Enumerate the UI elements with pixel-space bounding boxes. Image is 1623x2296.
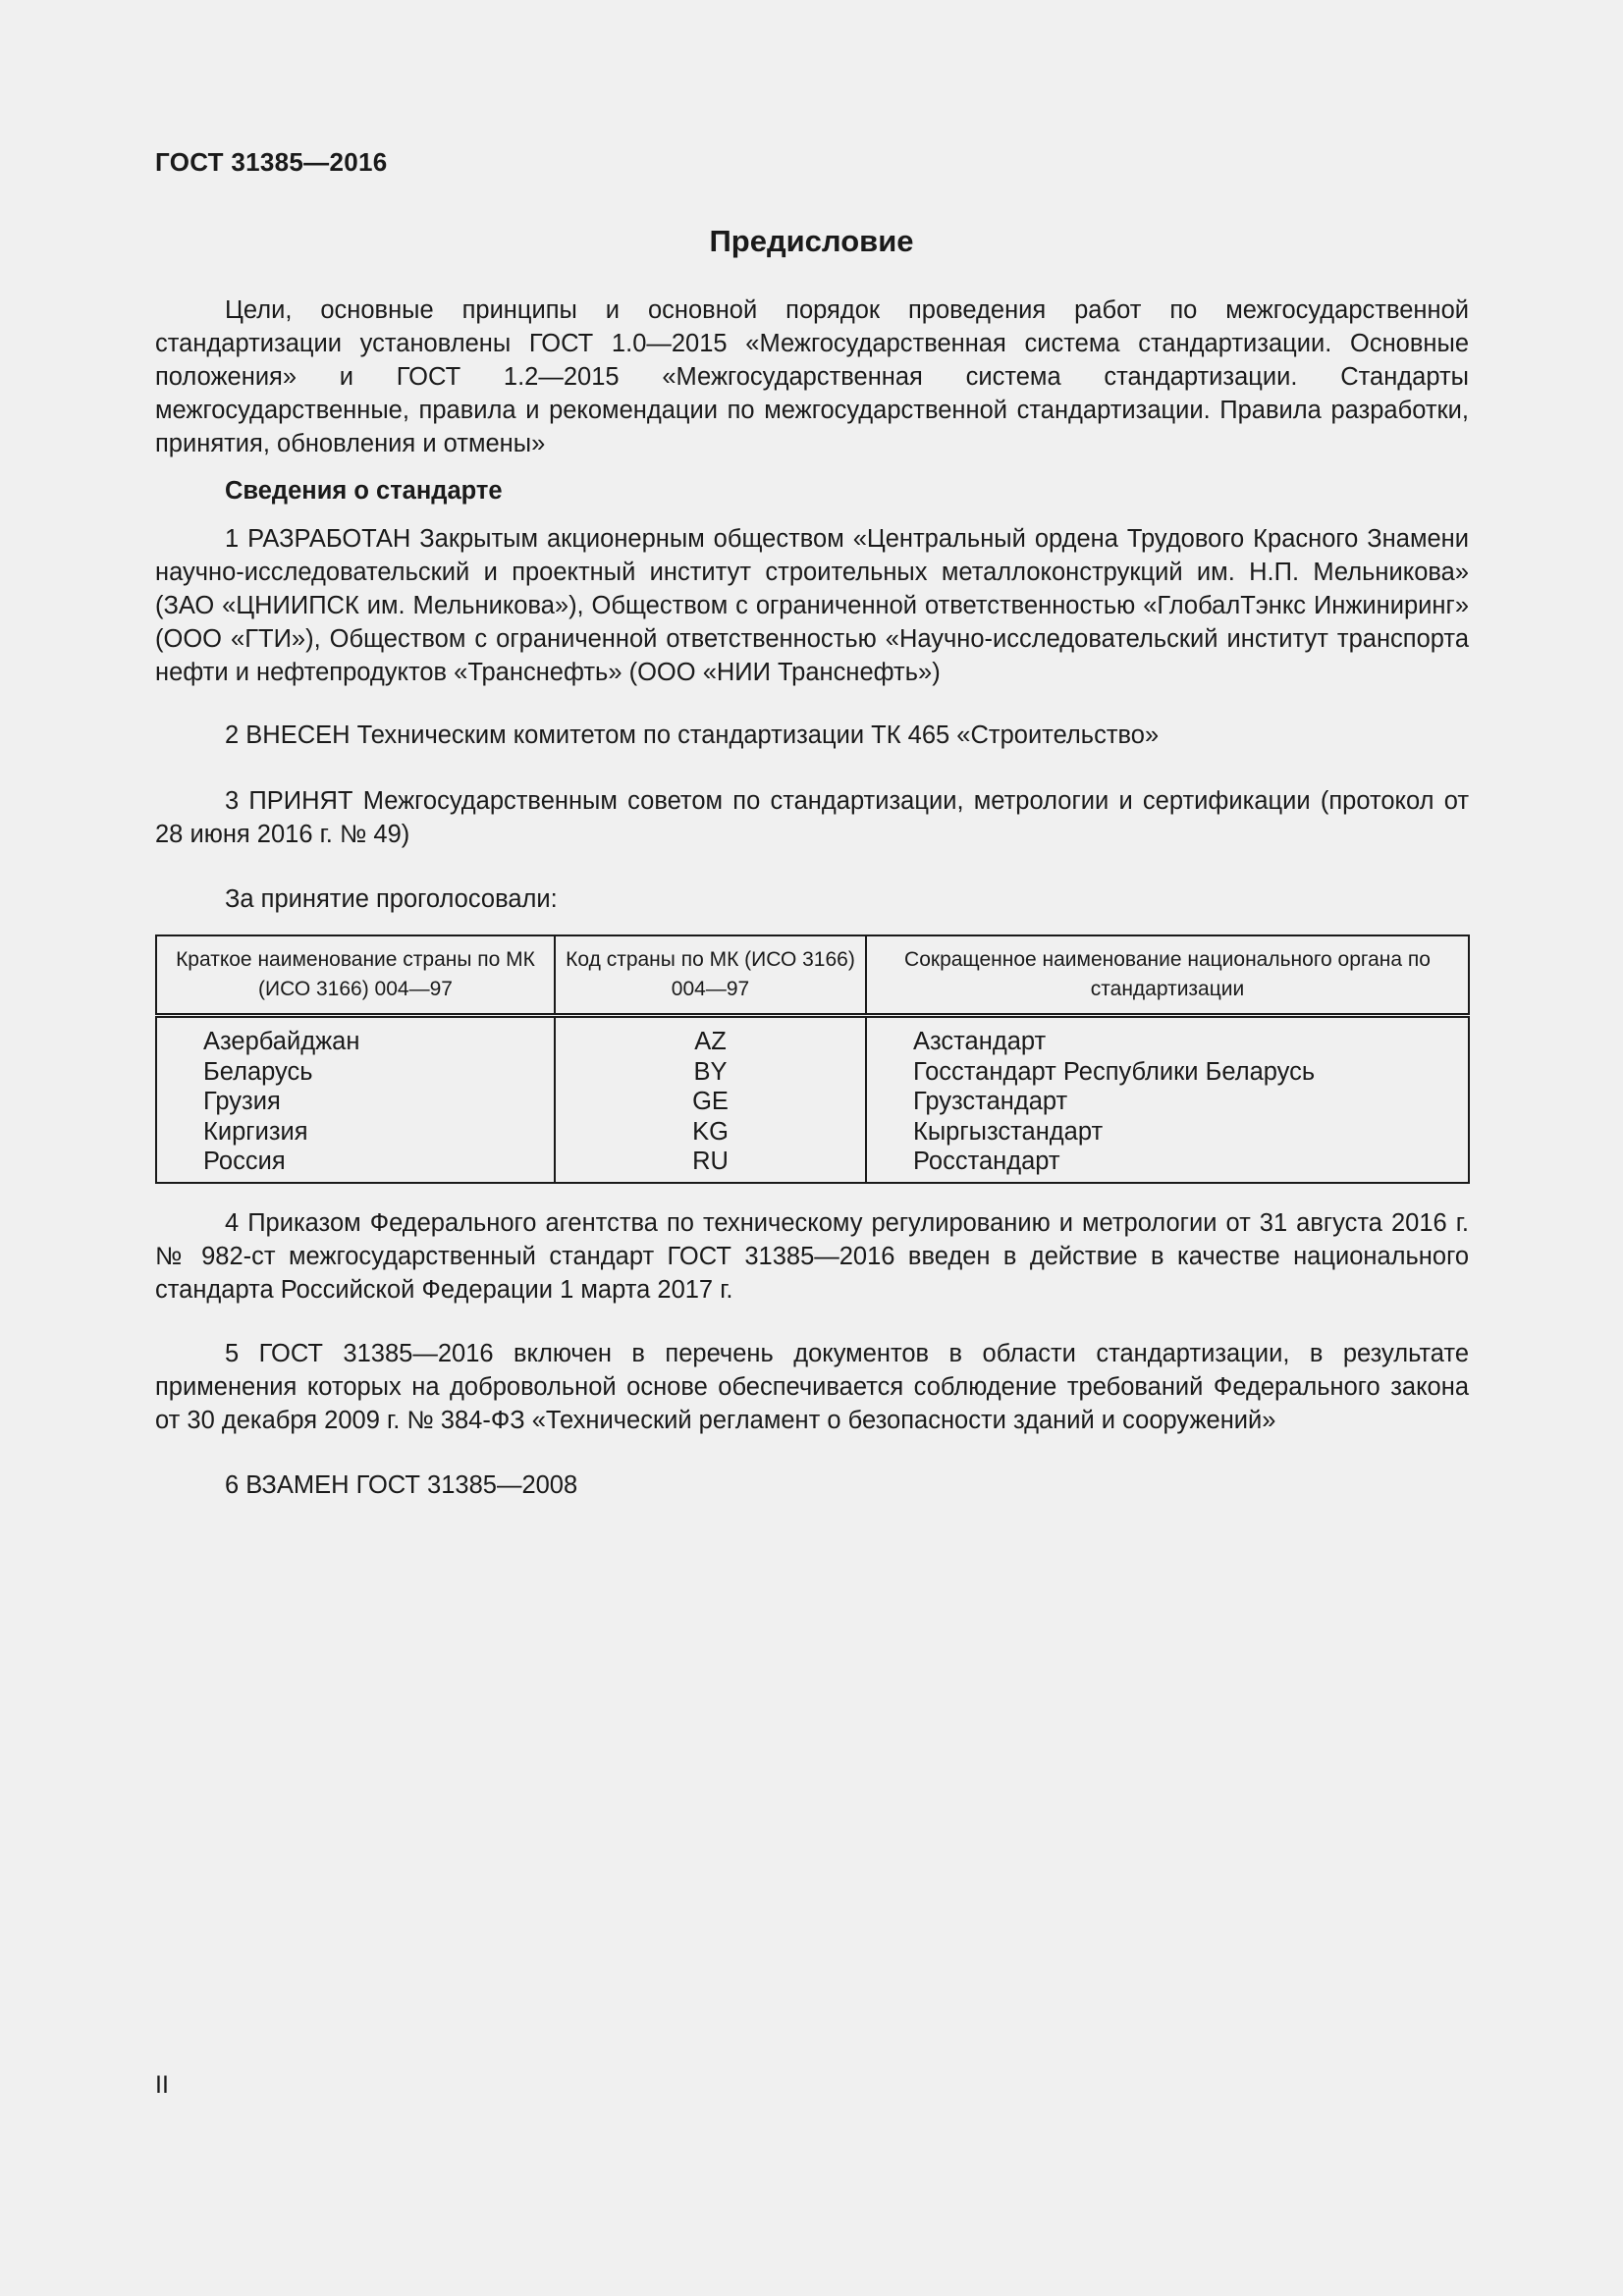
section-heading-block bbox=[155, 474, 1469, 507]
country-code: GE bbox=[692, 1088, 729, 1115]
country-code: BY bbox=[693, 1057, 728, 1086]
country-code: KG bbox=[692, 1117, 729, 1146]
intro-block bbox=[155, 294, 1469, 460]
page-title: Предисловие bbox=[709, 224, 914, 258]
intro-paragraph: Цели, основные принципы и основной порядок проведения работ по межгосударственной стандартизации установлены ГОСТ 1.0—2015 «Межгосударственная система стандартизации. Основные положения» и ГОСТ 1.2—2015 «Межгосударственная система стандартизации. Стандарты межгосударственные, правила и рекомендации по межгосударственной стандартизации. Правила разработки, принятия, обновления и отмены» bbox=[155, 296, 1469, 457]
country-name: Грузия bbox=[203, 1088, 281, 1115]
item-6-paragraph: 6 ВЗАМЕН ГОСТ 31385—2008 bbox=[225, 1471, 578, 1499]
page-number: II bbox=[155, 2071, 169, 2099]
item-2-paragraph: 2 ВНЕСЕН Техническим комитетом по стандартизации ТК 465 «Строительство» bbox=[225, 721, 1160, 749]
standards-body: Росстандарт bbox=[913, 1148, 1060, 1175]
item-3-paragraph: 3 ПРИНЯТ Межгосударственным советом по стандартизации, метрологии и сертификации (протокол от 28 июня 2016 г. № 49) bbox=[155, 787, 1469, 848]
table-header-row bbox=[156, 935, 1469, 1016]
item-3-block bbox=[155, 784, 1469, 851]
country-name: Россия bbox=[203, 1148, 286, 1175]
country-name: Азербайджан bbox=[203, 1028, 360, 1055]
item-5-block bbox=[155, 1337, 1469, 1437]
section-heading: Сведения о стандарте bbox=[225, 477, 503, 505]
item-6-block bbox=[155, 1468, 1469, 1502]
country-name-column bbox=[156, 1016, 555, 1183]
standards-body: Азстандарт bbox=[913, 1028, 1047, 1055]
standards-body: Кыргызстандарт bbox=[913, 1117, 1104, 1146]
country-code-column bbox=[555, 1016, 866, 1183]
item-2-block bbox=[155, 719, 1469, 752]
item-1-paragraph: 1 РАЗРАБОТАН Закрытым акционерным обществом «Центральный ордена Трудового Красного Знамени научно-исследовательский и проектный институт строительных металлоконструкций им. Н.П. Мельникова» (ЗАО «ЦНИИПСК им. Мельникова»), Обществом с ограниченной ответственностью «ГлобалТэнкс Инжиниринг» (ООО «ГТИ»), Обществом с ограниченной ответственностью «Научно-исследовательский институт транспорта нефти и нефтепродуктов «Транснефть» (ООО «НИИ Транснефть») bbox=[155, 525, 1469, 686]
item-4-block bbox=[155, 1206, 1469, 1307]
item-5-paragraph: 5 ГОСТ 31385—2016 включен в перечень документов в области стандартизации, в результате применения которых на добровольной основе обеспечивается соблюдение требований Федерального закона от 30 декабря 2009 г. № 384-ФЗ «Технический регламент о безопасности зданий и сооружений» bbox=[155, 1340, 1469, 1434]
document-header: ГОСТ 31385—2016 bbox=[155, 147, 388, 177]
item-4-paragraph: 4 Приказом Федерального агентства по техническому регулированию и метрологии от 31 августа 2016 г. № 982-ст межгосударственный стандарт ГОСТ 31385—2016 введен в действие в качестве национального стандарта Российской Федерации 1 марта 2017 г. bbox=[155, 1209, 1469, 1304]
voted-label-block bbox=[155, 882, 1469, 916]
table-body-row bbox=[156, 1016, 1469, 1183]
header-standards-body: Сокращенное наименование национального органа по стандартизации bbox=[866, 935, 1469, 1016]
country-name: Беларусь bbox=[203, 1057, 313, 1086]
standards-body-column bbox=[866, 1016, 1469, 1183]
country-name: Киргизия bbox=[203, 1117, 308, 1146]
country-code: AZ bbox=[694, 1028, 727, 1055]
country-code: RU bbox=[692, 1148, 729, 1175]
voting-table bbox=[155, 934, 1470, 1184]
header-country-code: Код страны по МК (ИСО 3166) 004—97 bbox=[555, 935, 866, 1016]
standards-body: Грузстандарт bbox=[913, 1088, 1068, 1115]
header-country-name: Краткое наименование страны по МК (ИСО 3166) 004—97 bbox=[156, 935, 555, 1016]
item-1-block bbox=[155, 522, 1469, 689]
voted-label: За принятие проголосовали: bbox=[225, 885, 558, 913]
standards-body: Госстандарт Республики Беларусь bbox=[913, 1057, 1316, 1086]
